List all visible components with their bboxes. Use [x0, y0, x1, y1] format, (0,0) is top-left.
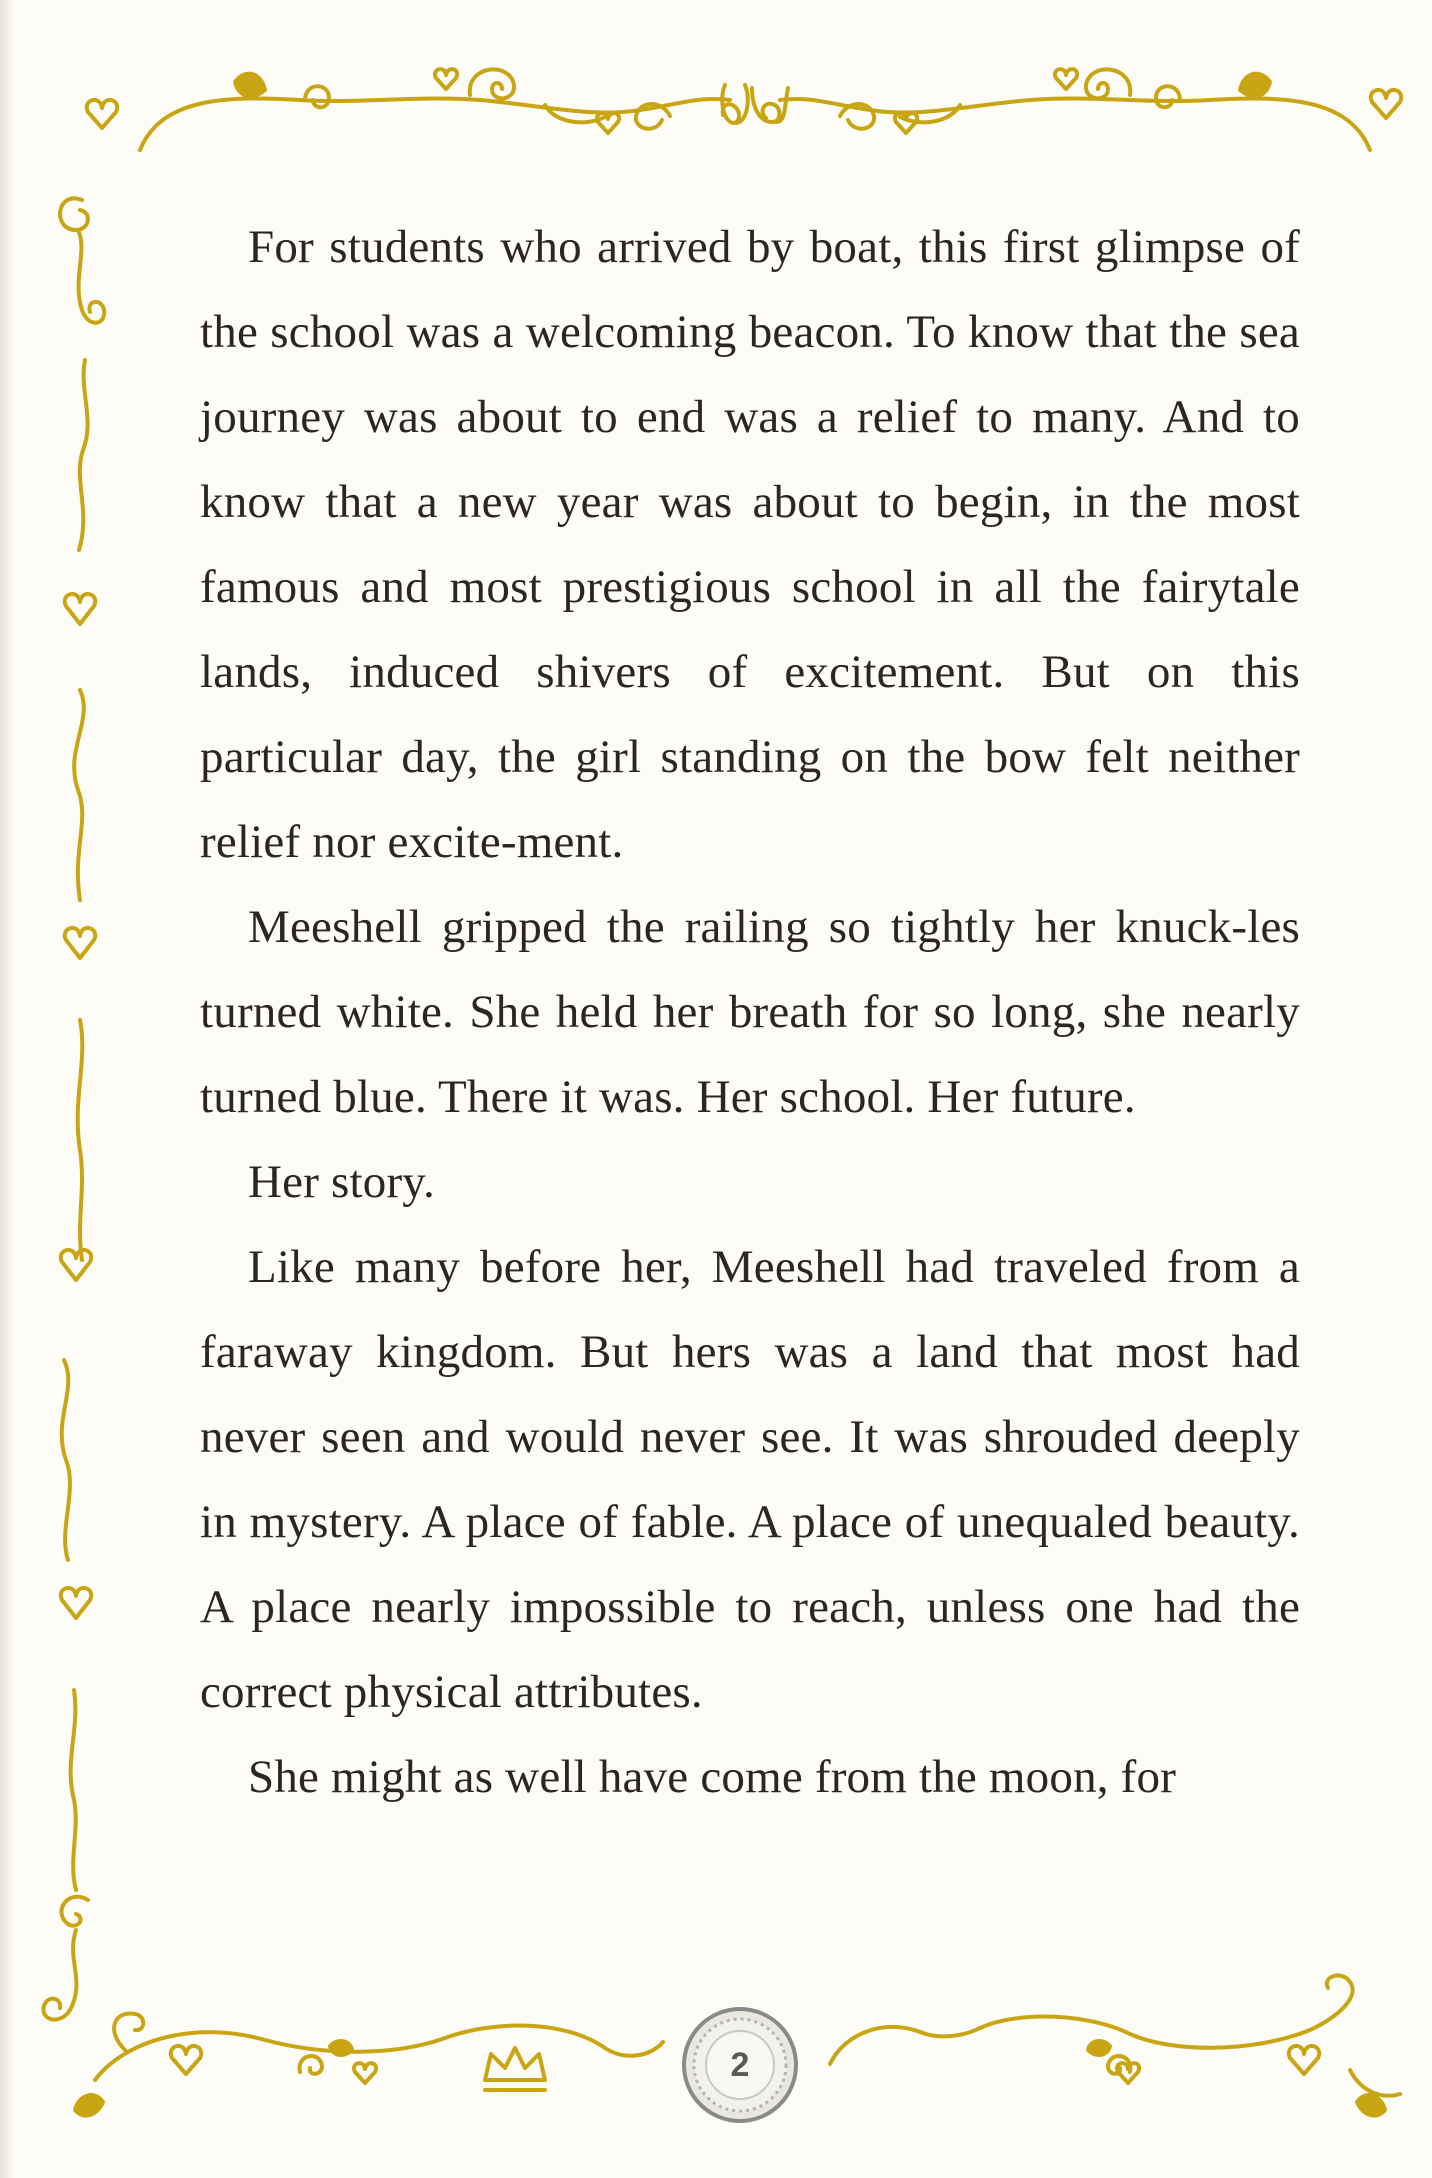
heart-icon	[597, 113, 619, 133]
leaf-icon	[330, 2041, 352, 2055]
paragraph: Her story.	[248, 1156, 435, 1208]
heart-icon	[65, 594, 95, 624]
heart-icon	[65, 928, 95, 958]
paragraph: Like many before her, Meeshell had traveled from a faraway kingdom. But hers was a land that most had never seen and would never see. It was shrouded deeply in mystery. A place of fable. A place of unequaled beauty. A place nearly impossible to reach, unless one had the correct physical attributes.	[200, 1241, 1300, 1718]
left-vine	[43, 198, 104, 2019]
heart-icon	[61, 1588, 91, 1618]
leaf-icon	[75, 2095, 103, 2116]
leaf-icon	[1357, 2095, 1385, 2116]
heart-icon	[354, 2063, 376, 2083]
top-flourish	[140, 69, 1370, 150]
leaf-icon	[1088, 2041, 1110, 2055]
swirl-icon	[305, 86, 329, 107]
swirl-icon	[300, 2056, 322, 2074]
paragraph: She might as well have come from the moon, for	[248, 1751, 1177, 1803]
swirl-icon	[470, 69, 514, 98]
swirl-icon	[43, 1897, 88, 2020]
heart-icon	[1371, 90, 1401, 118]
body-text	[200, 205, 1300, 1820]
heart-icon	[435, 69, 457, 89]
leaf-icon	[235, 74, 265, 97]
paragraph: Meeshell gripped the railing so tightly her knuck-les turned white. She held her breath for so long, she nearly turned blue. There it was. Her school. Her future.	[200, 901, 1300, 1123]
heart-icon	[87, 100, 117, 128]
paragraph: For students who arrived by boat, this first glimpse of the school was a welcoming beacon. To know that the sea journey was about to end was a relief to many. And to know that a new year was about to begin, in the most famous and most prestigious school in all the fairytale lands, induced shivers of excitement. But on this particular day, the girl standing on the bow felt neither relief nor excite-ment.	[200, 221, 1300, 868]
swirl-icon	[1156, 86, 1180, 107]
crown-icon	[485, 2048, 545, 2090]
heart-icon	[1289, 2046, 1319, 2074]
page-number: 2	[730, 2046, 750, 2084]
heart-icon	[1055, 69, 1077, 89]
heart-icon	[61, 1250, 91, 1280]
leaf-icon	[1240, 74, 1270, 97]
heart-icon	[171, 2046, 201, 2074]
center-emblem	[722, 85, 788, 123]
swirl-icon	[60, 198, 104, 322]
swirl-icon	[1086, 69, 1130, 98]
